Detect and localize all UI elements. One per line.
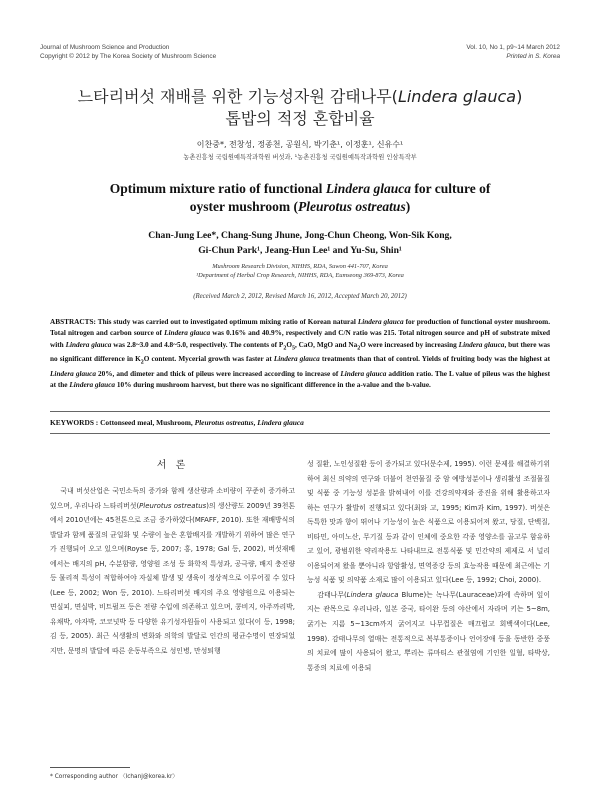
footnote-rule (50, 767, 130, 768)
running-header-left (40, 44, 216, 61)
keywords-label: KEYWORDS : (50, 418, 99, 427)
divider-bottom (50, 433, 550, 434)
running-header-right (466, 44, 560, 61)
intro-paragraph-1: 국내 버섯산업은 국민소득의 증가와 함께 생산량과 소비량이 꾸준히 증가하고 있으며, 우리나라 느타리버섯(Pleurotus ostreatus)의 생산량도 2009년 39천톤에서 2010년에는 45천톤으로 조금 증가하였다(MFAFF, 2010). 또한 재배방식의 발달과 함께 품질의 균일화 및 수량이 높은 혼합배지를 개발하기 위하여 많은 연구가 진행되어 오고 있으며(Royse 등, 2007; 홍, 1978; Gal 등, 2002), 버섯재배에서는 배지의 pH, 수분함량, 영양원 조성 등 화학적 특성과, 공극량, 배지 충진량 등 물리적 특성이 적합하여야 자실체 발생 및 생육이 정상적으로 이루어질 수 있다(Lee 등, 2002; Won 등, 2010). 느타리버섯 배지의 주요 영양원으로 이용되는 면실피, 면실박, 비트펄프 등은 전량 수입에 의존하고 있으며, 콩비지, 아주까리박, 유채박, 야자박, 코코넛박 등 다양한 유기성자원들이 사용되고 있다(이 등, 1998; 김 등, 2005). 최근 식생활의 변화와 의학의 발달로 인간의 평균수명이 연장되었지만, 문명의 발달에 따른 운동부족으로 성인병, 만성퇴행 (50, 487, 296, 656)
korean-title: 느타리버섯 재배를 위한 기능성자원 감태나무(Lindera glauca) 톱밥의 적정 혼합비율 (77, 87, 523, 128)
korean-affiliation: 농촌진흥청 국립원예특작과학원 버섯과, ¹농촌진흥청 국립원예특작과학원 인삼특작부 (183, 154, 417, 161)
intro-paragraph-3: 감태나무(Lindera glauca Blume)는 녹나무(Lauraceae)과에 속하며 잎이 지는 관목으로 우리나라, 일본 중국, 타이완 등의 야산에서 자라며 키는 5~8m, 굵기는 지름 5~13cm까지 굵어지고 나무껍질은 매끄럽고 회백색이다(Lee, 1998). 감태나무의 열매는 전통적으로 복부통증이나 언어장애 등을 동반한 중풍의 치료에 많이 사용되어 왔고, 뿌리는 류마티스 관절염에 기인한 일혈, 타박상, 통증의 치료에 이용되 (307, 590, 550, 672)
printed-line: Printed in S. Korea (506, 52, 560, 60)
english-affiliation: Mushroom Research Division, NIHHS, RDA, Suwon 441-707, Korea ¹Department of Herbal Crop Research, NIHHS, RDA, Eumseong 369-873, Korea (196, 263, 404, 279)
received-dates: (Received March 2, 2012, Revised March 16, 2012, Accepted March 20, 2012) (193, 293, 407, 300)
left-column (50, 484, 295, 659)
abstract: ABSTRACTS: This study was carried out to investigated optimum mixing ratio of Korean natural Lindera glauca for production of functional oyster mushroom. Total nitrogen and carbon source of Lindera glauca was 0.16% and 40.9%, respectively and C/N ratio was 215. Total nitrogen source and pH of substrate mixed with Lindera glauca was 2.8~3.0 and 4.8~5.0, respectively. The contents of $P_2O_5$, CaO, MgO and $Na_2O$ were increased by increasing Lindera glauca, but there was no significant difference in $K_2O$ content. Mycerial growth was faster at Lindera glauca treatments than that of control. Yields of fruiting body was the highest at Lindera glauca 20%, and dimeter and thick of pileus were increased according to increase of Lindera glauca addition ratio. The L value of pileus was the highest at the Lindera glauca 10% during mushroom harvest, but there was no significant difference in the a-value and the b-value. (50, 318, 551, 390)
intro-paragraph-2: 성 질환, 노인성질환 등이 증가되고 있다(문수제, 1995). 이런 문제를 해결하기위하여 최신 의약의 연구와 더불어 천연물질 중 암 예방성분이나 생리활성 조절물질 및 식품 중 기능성 성분을 밝혀내어 이를 건강의약재와 증진을 위해 활용하고자 하는 연구가 활발히 진행되고 있다(최와 고, 1995; Kim과 Kim, 1997). 버섯은 독특한 맛과 향이 뛰어나 기능성이 높은 식품으로 이용되어져 왔고, 당질, 단백질, 비타민, 아미노산, 무기질 등과 같이 인체에 중요한 각종 영양소를 골고루 함유하고 있어, 광범위한 약리작용도 나타내므로 전통식품 및 민간약의 제제로 서 널리 이용되어져 왔을 뿐아니라 항암활성, 면역증강 등의 효능작용 때문에 최근에는 기능성 식품 및 의약품 소재로 많이 이용되고 있다(Lee 등, 1992; Choi, 2000). (307, 460, 550, 585)
volume-line: Vol. 10, No 1, p9~14 March 2012 (466, 44, 560, 51)
corresponding-author-footnote: * Corresponding author 〈lchanj@korea.kr〉 (50, 774, 179, 780)
copyright-line: Copyright © 2012 by The Korea Society of Mushroom Science (40, 52, 217, 60)
english-title: Optimum mixture ratio of functional Lindera glauca for culture of oyster mushroom (Pleurotus ostreatus) (109, 181, 491, 214)
section-heading-introduction: 서 론 (156, 460, 189, 471)
divider-top (50, 411, 550, 412)
species-name: Lindera glauca (397, 87, 517, 106)
english-authors: Chan-Jung Lee*, Chang-Sung Jhune, Jong-Chun Cheong, Won-Sik Kong, Gi-Chun Park¹, Jeang-Hun Lee¹ and Yu-Su, Shin¹ (148, 230, 452, 256)
korean-authors: 이찬중*, 전창성, 정종천, 공원식, 박기춘¹, 이정훈¹, 신유수¹ (196, 140, 404, 149)
abstract-label: ABSTRACTS: (50, 318, 96, 326)
right-column (307, 457, 550, 675)
keywords: KEYWORDS : Cottonseed meal, Mushroom, Pleurotus ostreatus, Lindera glauca (50, 418, 304, 427)
journal-name: Journal of Mushroom Science and Production (40, 44, 170, 51)
